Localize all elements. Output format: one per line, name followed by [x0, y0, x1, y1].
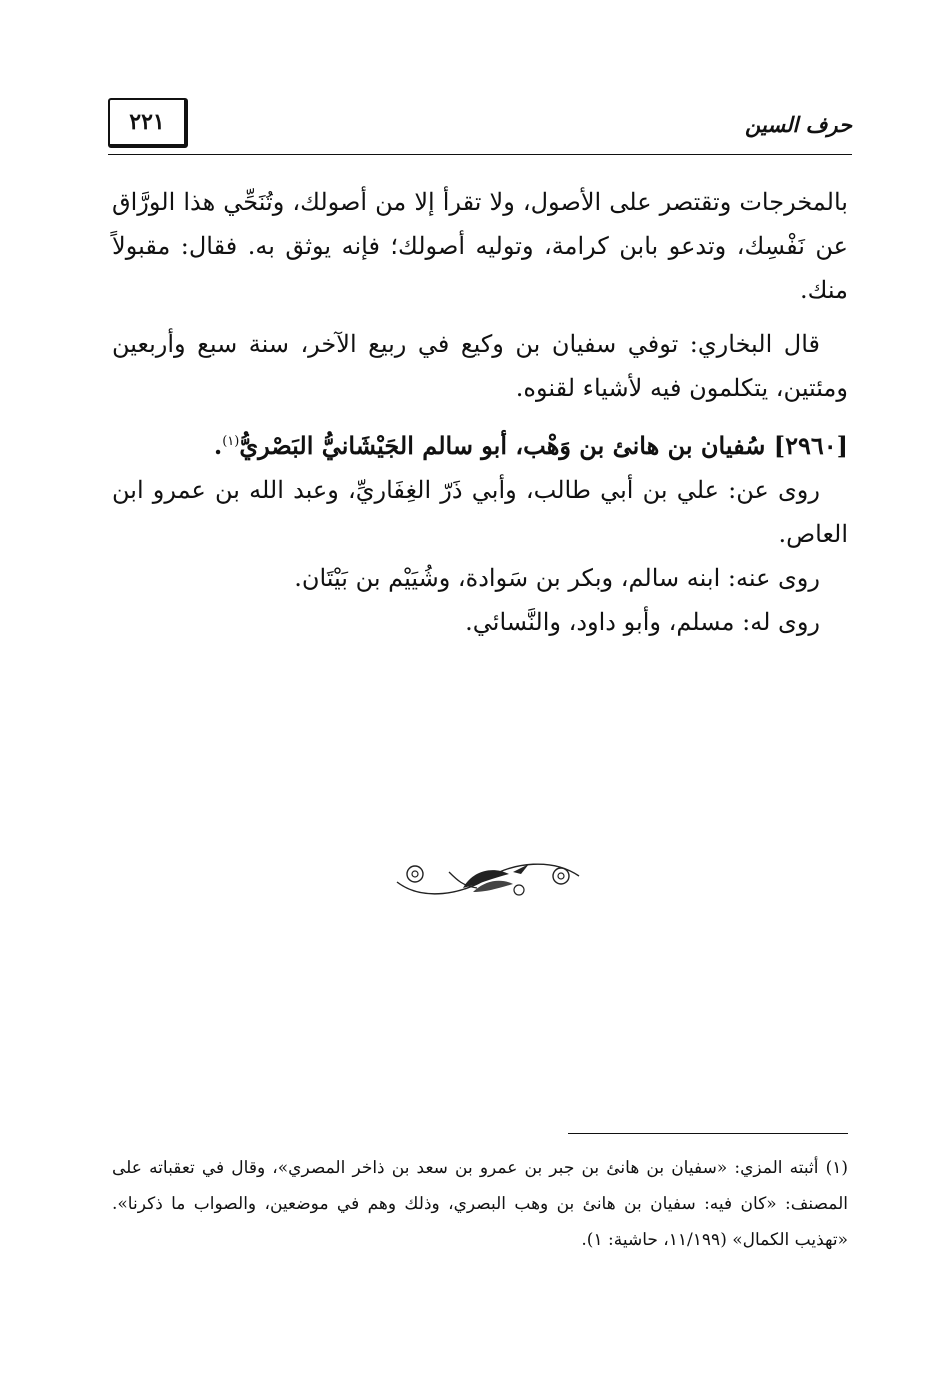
footnote-1: (١) أثبته المزي: «سفيان بن هانئ بن جبر بن عمرو بن سعد بن ذاخر المصري»، وقال في تعقباته على المصنف: «كان فيه: سفيان بن هانئ بن وهب البصري، وذلك وهم في موضعين، والصواب ما ذكرنا». «تهذيب الكمال» (١١/١٩٩، حاشية: ١).	[112, 1158, 848, 1250]
paragraph-bukhari: قال البخاري: توفي سفيان بن وكيع في ربيع الآخر، سنة سبع وأربعين ومئتين، يتكلمون فيه لأشياء لقنوه.	[112, 330, 848, 402]
page-number: ٢٢١	[129, 109, 165, 135]
page-number-box	[108, 98, 188, 148]
paragraph-continuation: بالمخرجات وتقتصر على الأصول، ولا تقرأ إلا من أصولك، وتُنَحِّي هذا الورَّاق عن نَفْسِك، وتدعو بابن كرامة، وتوليه أصولك؛ فإنه يوثق به. فقال: مقبولاً منك.	[112, 188, 848, 304]
floral-divider-icon	[393, 852, 583, 902]
narrated-for: روى له: مسلم، وأبو داود، والنَّسائي.	[465, 608, 820, 636]
entry-number: [٢٩٦٠]	[773, 431, 848, 460]
main-text	[112, 180, 848, 644]
entry-end: .	[213, 431, 223, 460]
footnotes	[112, 1150, 848, 1258]
entry-name: سُفيان بن هانئ بن وَهْب، أبو سالم الجَيْشَانيُّ البَصْريُّ	[239, 431, 766, 460]
page-header	[108, 98, 852, 156]
entry-heading	[112, 420, 848, 468]
footnote-rule	[568, 1133, 848, 1134]
chapter-title: حرف السين	[745, 112, 852, 137]
header-rule	[108, 154, 852, 155]
narrated-by: روى عنه: ابنه سالم، وبكر بن سَوادة، وشُيَيْم بن بَيْتَان.	[294, 564, 820, 592]
narrated-from: روى عن: علي بن أبي طالب، وأبي ذَرّ الغِفَاريِّ، وعبد الله بن عمرو ابن العاص.	[112, 476, 848, 548]
footnote-ref: (١)	[222, 434, 240, 449]
